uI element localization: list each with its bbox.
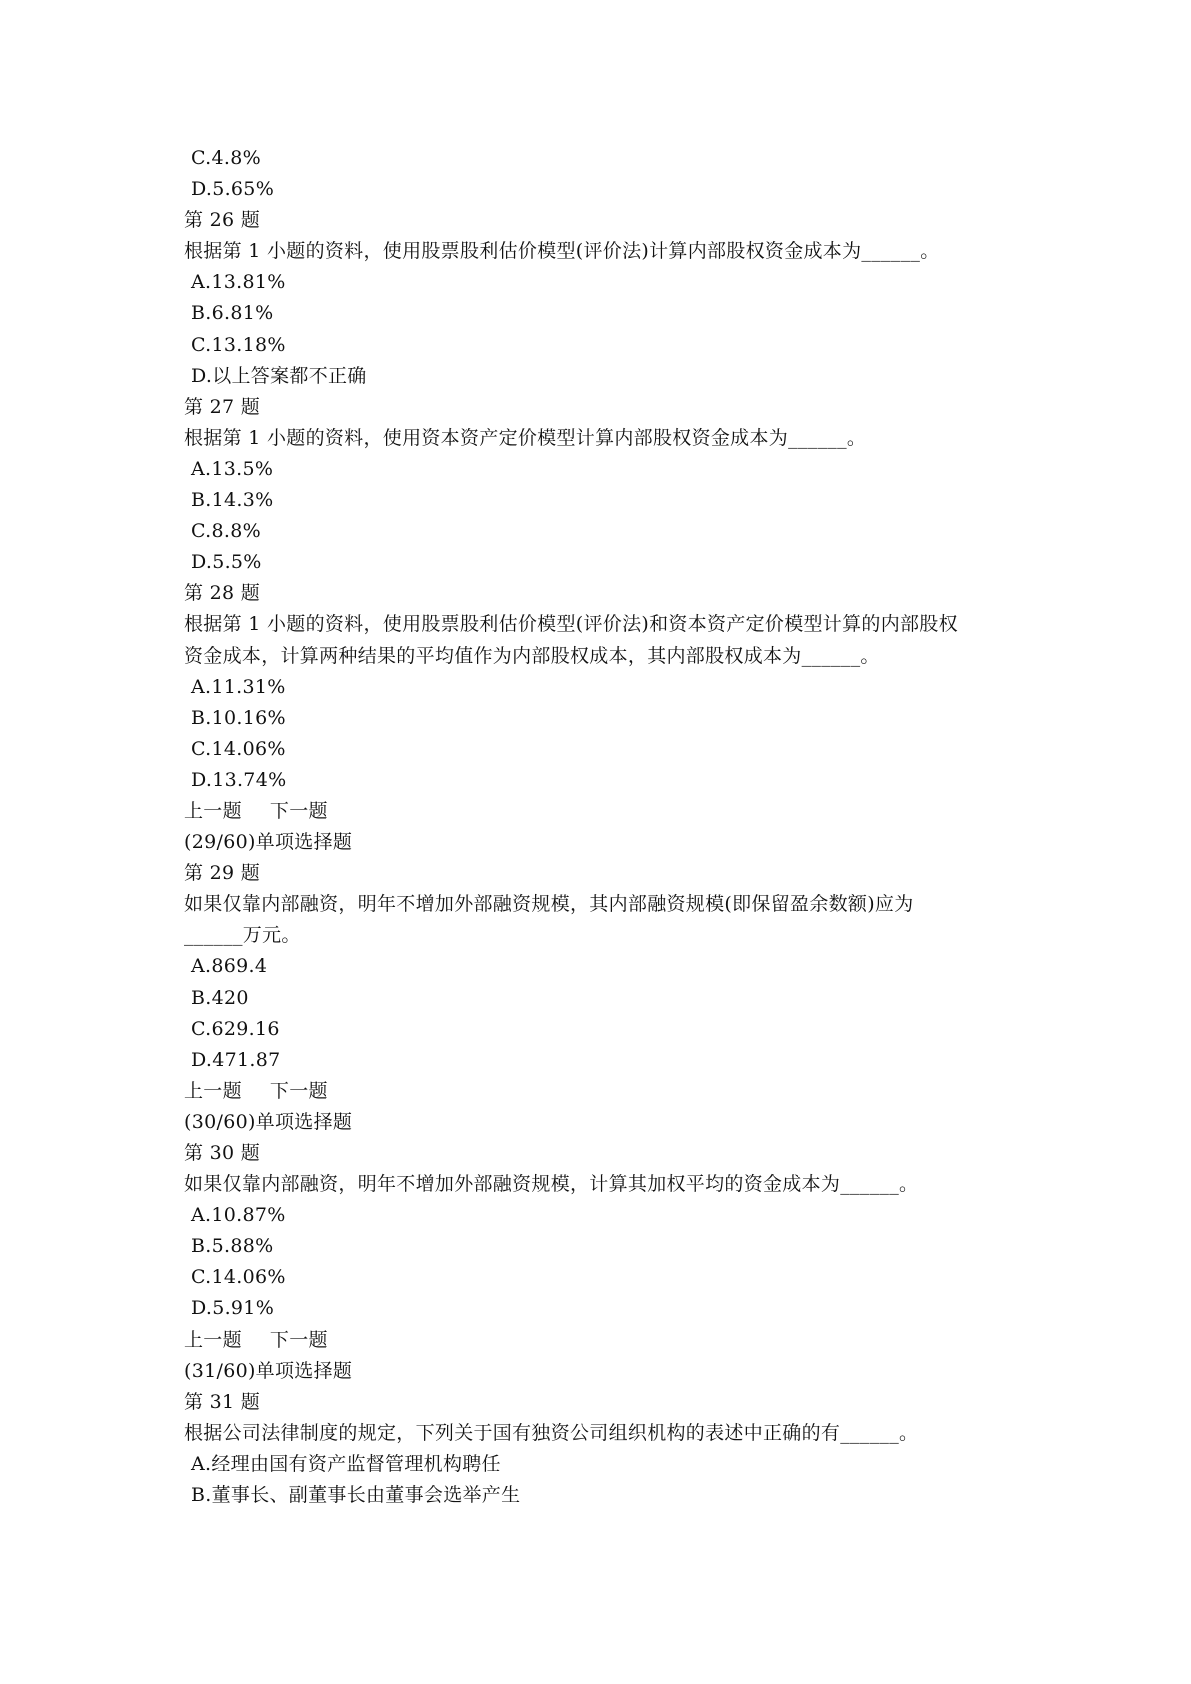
answer-option: B.14.3% xyxy=(191,489,274,512)
answer-option: A.10.87% xyxy=(191,1204,286,1227)
answer-option: C.629.16 xyxy=(191,1017,280,1040)
question-number: 第 29 题 xyxy=(184,862,261,885)
section-header: (31/60)单项选择题 xyxy=(184,1359,353,1382)
question-number: 第 26 题 xyxy=(184,209,261,232)
answer-option: C.14.06% xyxy=(191,737,286,760)
question-number: 第 30 题 xyxy=(184,1142,261,1164)
question-text: 资金成本，计算两种结果的平均值作为内部股权成本，其内部股权成本为______。 xyxy=(184,644,880,667)
question-text: 根据公司法律制度的规定，下列关于国有独资公司组织机构的表述中正确的有______。 xyxy=(184,1421,919,1444)
answer-option: A.经理由国有资产监督管理机构聘任 xyxy=(191,1452,501,1475)
answer-option: A.869.4 xyxy=(191,955,268,978)
question-nav xyxy=(184,796,1024,827)
answer-option: B.5.88% xyxy=(191,1235,274,1258)
answer-option: B.420 xyxy=(191,986,249,1009)
answer-option: D.5.5% xyxy=(191,551,262,574)
question-text: 根据第 1 小题的资料，使用资本资产定价模型计算内部股权资金成本为______。 xyxy=(184,426,867,449)
answer-option: C.8.8% xyxy=(191,520,261,543)
question-number: 第 27 题 xyxy=(184,395,261,418)
next-question-link[interactable]: 下一题 xyxy=(269,799,328,822)
answer-option: B.10.16% xyxy=(191,706,286,729)
section-header: (30/60)单项选择题 xyxy=(184,1110,353,1133)
answer-option: D.471.87 xyxy=(191,1048,281,1071)
answer-option: A.11.31% xyxy=(191,675,286,698)
answer-option: C.4.8% xyxy=(191,147,261,169)
answer-option: D.5.91% xyxy=(191,1297,275,1320)
section-header: (29/60)单项选择题 xyxy=(184,831,353,854)
next-question-link[interactable]: 下一题 xyxy=(269,1328,328,1351)
answer-option: D.以上答案都不正确 xyxy=(191,364,367,387)
prev-question-link[interactable]: 上一题 xyxy=(184,1328,242,1351)
next-question-link[interactable]: 下一题 xyxy=(269,1079,328,1102)
prev-question-link[interactable]: 上一题 xyxy=(184,799,242,822)
answer-option: A.13.81% xyxy=(191,271,286,294)
question-nav xyxy=(184,1076,1024,1107)
question-number: 第 28 题 xyxy=(184,582,261,605)
answer-option: B.董事长、副董事长由董事会选举产生 xyxy=(191,1484,521,1507)
answer-option: D.13.74% xyxy=(191,768,287,791)
question-text: 根据第 1 小题的资料，使用股票股利估价模型(评价法)和资本资产定价模型计算的内部股权 xyxy=(184,613,958,636)
answer-option: C.14.06% xyxy=(191,1266,286,1289)
question-text: 如果仅靠内部融资，明年不增加外部融资规模，其内部融资规模(即保留盈余数额)应为 xyxy=(184,893,914,916)
question-number: 第 31 题 xyxy=(184,1390,261,1413)
answer-option: A.13.5% xyxy=(191,457,274,480)
answer-option: B.6.81% xyxy=(191,302,274,325)
answer-option: D.5.65% xyxy=(191,178,275,201)
question-text: 如果仅靠内部融资，明年不增加外部融资规模，计算其加权平均的资金成本为______。 xyxy=(184,1173,919,1196)
prev-question-link[interactable]: 上一题 xyxy=(184,1079,242,1102)
question-text: ______万元。 xyxy=(184,924,301,947)
answer-option: C.13.18% xyxy=(191,333,286,356)
question-text: 根据第 1 小题的资料，使用股票股利估价模型(评价法)计算内部股权资金成本为______。 xyxy=(184,240,940,263)
question-nav xyxy=(184,1325,1024,1356)
document-page xyxy=(0,143,1191,1511)
